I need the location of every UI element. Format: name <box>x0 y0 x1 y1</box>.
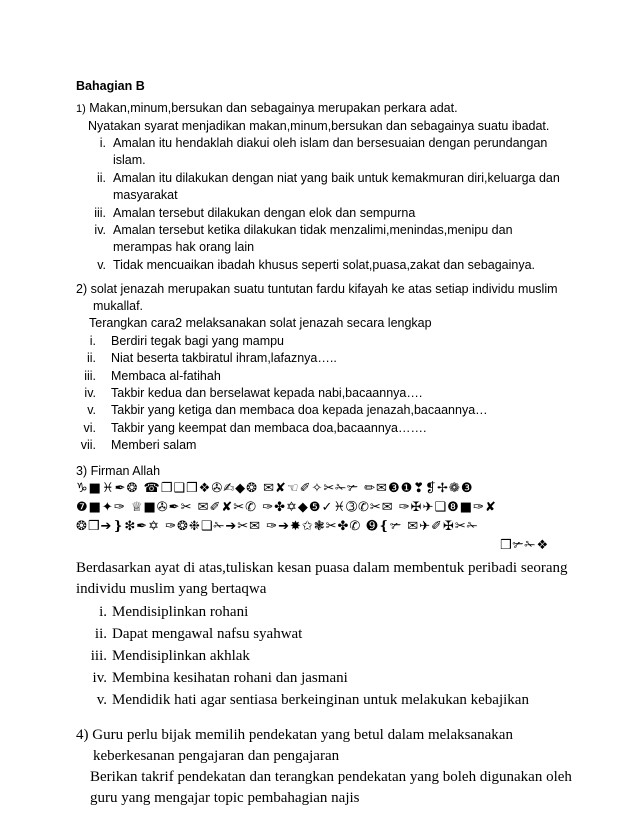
q4-line: keberkesanan pengajaran dan pengajaran <box>93 748 340 764</box>
q1-item-text: masyarakat <box>113 188 178 202</box>
q2-item-number: iv. <box>84 386 96 400</box>
q4-line: guru yang mengajar topic pembahagian najis <box>90 790 360 806</box>
q2-item-text: Berdiri tegak bagi yang mampu <box>111 334 285 348</box>
q2-line1: 2) solat jenazah merupakan suatu tuntutan fardu kifayah ke atas setiap individu muslim <box>76 282 558 296</box>
garbled-symbol-line: ❂❒➔❵❇✒✡ ✑❂❉❑✁➔✂✉ ✑➔✸✩❃✂✤✆ ➒❴✃ ✉✈✐✠✂✁ <box>76 519 479 534</box>
q2-item-text: Takbir yang ketiga dan membaca doa kepada jenazah,bacaannya… <box>111 403 488 417</box>
q1-line2: Nyatakan syarat menjadikan makan,minum,bersukan dan sebagainya suatu ibadat. <box>88 119 550 133</box>
q1-item-text: Tidak mencuaikan ibadah khusus seperti solat,puasa,zakat dan sebagainya. <box>113 258 536 272</box>
q1-text <box>76 102 458 115</box>
q1-item-number: iv. <box>94 223 106 237</box>
q2-item-text: Takbir kedua dan berselawat kepada nabi,bacaannya…. <box>111 386 423 400</box>
q2-item-text: Membaca al-fatihah <box>111 369 221 383</box>
q3-question-line: Berdasarkan ayat di atas,tuliskan kesan puasa dalam membentuk peribadi seorang <box>76 560 568 576</box>
q1-item-text: Amalan itu hendaklah diakui oleh islam dan bersesuaian dengan perundangan <box>113 136 548 150</box>
q1-item-number: i. <box>99 136 106 150</box>
q1-item-number: iii. <box>94 206 106 220</box>
q3-title: 3) Firman Allah <box>76 464 161 478</box>
q3-item-text: Membina kesihatan rohani dan jasmani <box>112 670 348 686</box>
q1-line1: Makan,minum,bersukan dan sebagainya merupakan perkara adat. <box>89 101 458 115</box>
q3-item-number: iii. <box>90 648 107 664</box>
q2-item-text: Memberi salam <box>111 438 197 452</box>
q3-item-number: i. <box>99 604 107 620</box>
q1-item-text: islam. <box>113 153 146 167</box>
q3-item-number: v. <box>96 692 107 708</box>
q3-item-text: Mendisiplinkan rohani <box>112 604 249 620</box>
q3-item-number: iv. <box>92 670 107 686</box>
q1-number: 1) <box>76 103 86 115</box>
q1-item-text: Amalan tersebut dilakukan dengan elok dan sempurna <box>113 206 416 220</box>
q2-line3: Terangkan cara2 melaksanakan solat jenazah secara lengkap <box>89 316 432 330</box>
q2-item-number: vii. <box>80 438 96 452</box>
garbled-symbol-line: ❒✃✁❖ <box>500 538 550 553</box>
q4-line: Berikan takrif pendekatan dan terangkan pendekatan yang boleh digunakan oleh <box>90 769 572 785</box>
section-heading: Bahagian B <box>76 79 145 93</box>
q1-item-number: ii. <box>96 171 106 185</box>
q3-item-text: Mendisiplinkan akhlak <box>112 648 250 664</box>
q1-item-text: Amalan tersebut ketika dilakukan tidak menzalimi,menindas,menipu dan <box>113 223 513 237</box>
garbled-symbol-line: ♑■♓✒❂ ☎❐❑❒❖✇✍◆❂ ✉✘☜✐✧✂✁✃ ✏✉❸❶❣❡✢❁❸ <box>76 481 474 496</box>
q2-item-number: v. <box>87 403 96 417</box>
q2-line2: mukallaf. <box>93 299 144 313</box>
q1-item-text: merampas hak orang lain <box>113 240 255 254</box>
q3-item-number: ii. <box>94 626 107 642</box>
q2-item-text: Takbir yang keempat dan membaca doa,bacaannya……. <box>111 421 427 435</box>
q2-item-number: i. <box>89 334 96 348</box>
q2-item-number: iii. <box>84 369 96 383</box>
q3-item-text: Dapat mengawal nafsu syahwat <box>112 626 303 642</box>
q3-question-line: individu muslim yang bertaqwa <box>76 581 267 597</box>
q3-item-text: Mendidik hati agar sentiasa berkeinginan untuk melakukan kebajikan <box>112 692 529 708</box>
q2-item-text: Niat beserta takbiratul ihram,lafaznya….. <box>111 351 337 365</box>
q1-item-text: Amalan itu dilakukan dengan niat yang baik untuk kemakmuran diri,keluarga dan <box>113 171 560 185</box>
garbled-symbol-line: ❼■✦✑ ♕■✇✒✂ ✉✐✘✂✆ ✑✤✡◆❺✓♓➂✆✂✉ ✑✠✈❑❽■✑✘ <box>76 500 497 515</box>
q1-item-number: v. <box>97 258 106 272</box>
q4-line: 4) Guru perlu bijak memilih pendekatan yang betul dalam melaksanakan <box>76 727 513 743</box>
q2-item-number: vi. <box>83 421 96 435</box>
q2-item-number: ii. <box>86 351 96 365</box>
